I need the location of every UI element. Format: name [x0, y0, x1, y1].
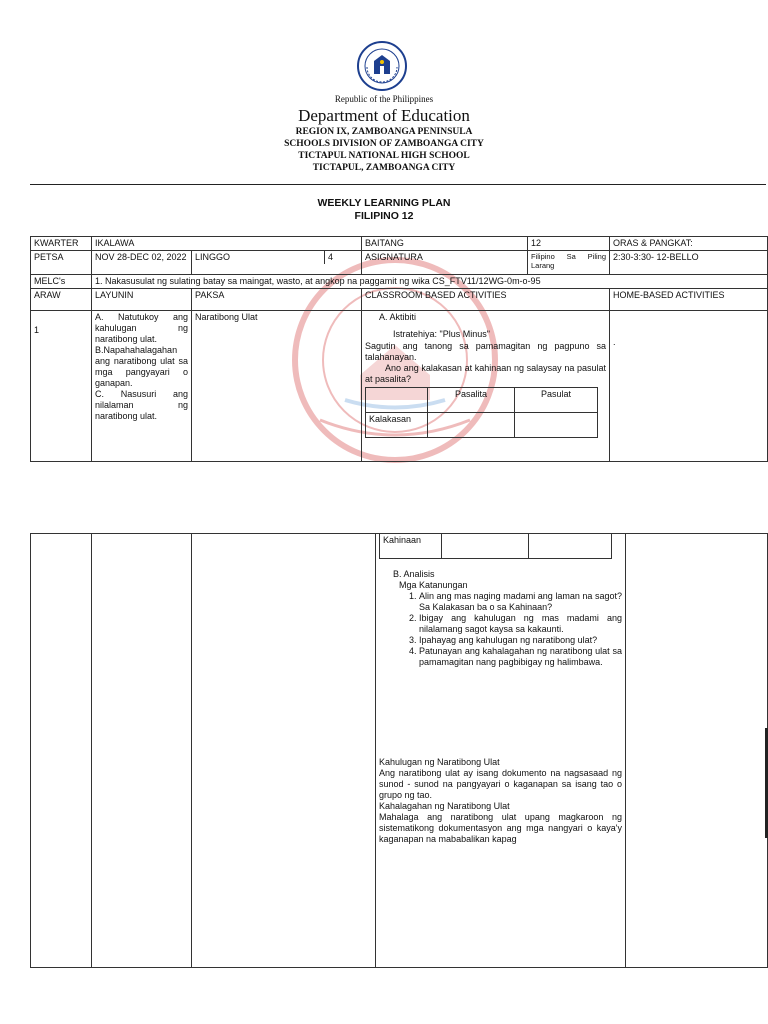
- kahalagahan-title: Kahalagahan ng Naratibong Ulat: [379, 801, 510, 811]
- layunin-b: B.Napahahalagahan ang naratibong ulat sa mga pangyayari o ganapan.: [95, 345, 188, 388]
- plus-minus-table-continued: [379, 534, 612, 559]
- activity-instruction: Sagutin ang tanong sa pamamagitan ng pagpuno sa talahanayan.: [365, 341, 607, 362]
- row-layunin: [92, 311, 192, 462]
- layunin-header: LAYUNIN: [92, 289, 192, 311]
- question-list: [379, 591, 622, 668]
- weekly-plan-table-continued: [30, 533, 768, 968]
- plan-title: [0, 197, 768, 223]
- cont-home-activities: [626, 534, 768, 968]
- layunin-a: A. Natutukoy ang kahulugan ng naratibong ulat.: [95, 312, 188, 344]
- plus-minus-cell: [428, 413, 515, 438]
- list-item: 4. Patunayan ang kahalagahan ng naratibong ulat sa pamamagitan nang pagbibigay ng halimbawa.: [419, 646, 622, 668]
- araw-header: ARAW: [31, 289, 92, 311]
- kahulugan-title: Kahulugan ng Naratibong Ulat: [379, 757, 500, 767]
- cont-paksa: [192, 534, 376, 968]
- row-araw: 1: [31, 311, 92, 462]
- home-header: HOME-BASED ACTIVITIES: [610, 289, 768, 311]
- strategy-label: Istratehiya: "Plus Minus": [393, 329, 490, 339]
- asignatura-value: Filipino Sa Piling Larang: [528, 251, 610, 275]
- deped-seal-icon: [357, 41, 407, 91]
- row-home-activities: .: [610, 311, 768, 462]
- activity-question: Ano ang kalakasan at kahinaan ng salaysay na pasulat at pasalita?: [365, 363, 607, 384]
- layunin-c: C. Nasusuri ang nilalaman ng naratibong ulat.: [95, 389, 188, 421]
- plus-minus-row-kalakasan: Kalakasan: [366, 413, 428, 438]
- plus-minus-cell: [442, 534, 529, 559]
- cont-araw: [31, 534, 92, 968]
- baitang-value: 12: [528, 237, 610, 251]
- asignatura-label: ASIGNATURA: [362, 251, 528, 275]
- linggo-value: 4: [328, 252, 334, 262]
- cont-classroom-activities: [376, 534, 626, 968]
- kahulugan-body: Ang naratibong ulat ay isang dokumento na nagsasaad ng sunod - sunod na pangyayari o kaganapan sa isang tao o grupo ng tao.: [379, 768, 622, 800]
- list-item: 2. Ibigay ang kahulugan ng mas madami ang nilalamang sagot kaysa sa kakaunti.: [419, 613, 622, 635]
- melc-value: 1. Nakasusulat ng sulating batay sa maingat, wasto, at angkop na paggamit ng wika CS_FTV11/12WG-0m-o-95: [92, 275, 768, 289]
- plus-minus-col-pasalita: Pasalita: [428, 388, 515, 413]
- melc-label: MELC's: [31, 275, 92, 289]
- plus-minus-cell: [529, 534, 612, 559]
- row-classroom-activities: [362, 311, 610, 462]
- spacer: [379, 668, 622, 757]
- list-item: 3. Ipahayag ang kahulugan ng naratibong ulat?: [419, 635, 622, 646]
- oras-value: 2:30-3:30- 12-BELLO: [610, 251, 768, 275]
- address-line: TICTAPUL, ZAMBOANGA CITY: [312, 163, 456, 173]
- weekly-plan-table: [30, 236, 768, 462]
- plus-minus-corner: [366, 388, 428, 413]
- row-paksa: Naratibong Ulat: [192, 311, 362, 462]
- katanungan-label: Mga Katanungan: [399, 580, 468, 590]
- petsa-value: NOV 28-DEC 02, 2022: [92, 251, 192, 275]
- kwarter-label: KWARTER: [31, 237, 92, 251]
- republic-line: Republic of the Philippines: [334, 94, 434, 104]
- header-divider: [30, 184, 766, 185]
- baitang-label: BAITANG: [362, 237, 528, 251]
- activity-a-label: A. Aktibiti: [379, 312, 417, 322]
- classroom-header: CLASSROOM BASED ACTIVITIES: [362, 289, 610, 311]
- office-lines: [0, 126, 768, 174]
- paksa-header: PAKSA: [192, 289, 362, 311]
- school-line: TICTAPUL NATIONAL HIGH SCHOOL: [298, 151, 470, 161]
- plus-minus-cell: [515, 413, 598, 438]
- division-line: SCHOOLS DIVISION OF ZAMBOANGA CITY: [284, 139, 484, 149]
- region-line: REGION IX, ZAMBOANGA PENINSULA: [295, 127, 473, 137]
- kahalagahan-body: Mahalaga ang naratibong ulat upang magkaroon ng sistematikong dokumentasyon ang mga nangyari o kaya'y kaganapan na mababalikan kapag: [379, 812, 622, 844]
- cont-layunin: [92, 534, 192, 968]
- list-item: 1. Alin ang mas naging madami ang laman na sagot? Sa Kalakasan ba o sa Kahinaan?: [419, 591, 622, 613]
- plus-minus-row-kahinaan: Kahinaan: [380, 534, 442, 559]
- plus-minus-table: [365, 387, 598, 438]
- analisis-label: B. Analisis: [393, 569, 435, 579]
- oras-label: ORAS & PANGKAT:: [610, 237, 768, 251]
- linggo-cell: [192, 251, 362, 275]
- plan-title-line1: WEEKLY LEARNING PLAN: [317, 197, 451, 209]
- department-title: Department of Education: [298, 106, 470, 125]
- petsa-label: PETSA: [31, 251, 92, 275]
- kwarter-value: IKALAWA: [92, 237, 362, 251]
- plan-title-line2: FILIPINO 12: [354, 210, 414, 222]
- linggo-label: LINGGO: [192, 251, 325, 264]
- plus-minus-col-pasulat: Pasulat: [515, 388, 598, 413]
